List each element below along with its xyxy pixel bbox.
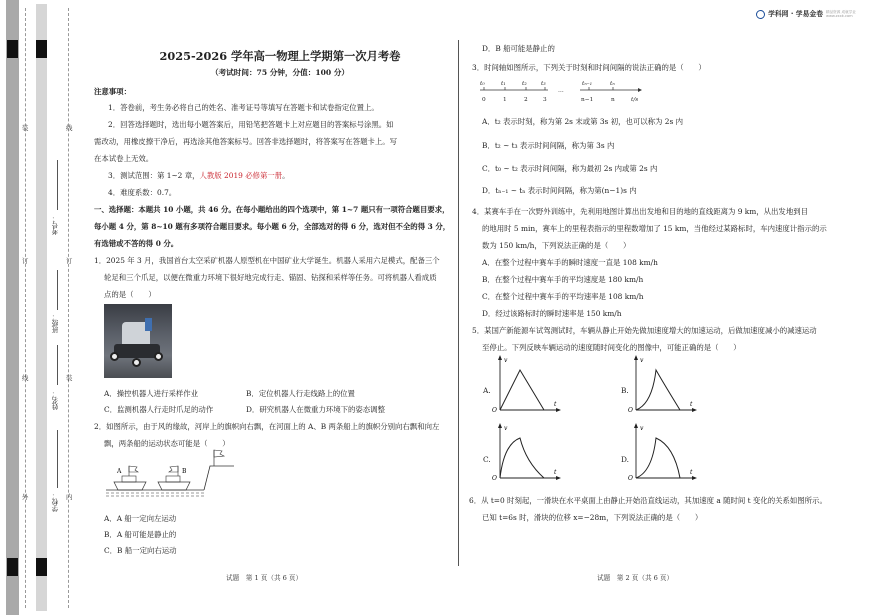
robot-canister [145, 318, 152, 331]
brand-name: 学科网 · 学易金卷 [768, 10, 823, 19]
outer-word: 线 [22, 374, 29, 382]
axis-tn: tₙ [610, 81, 615, 87]
axis-t2: t₂ [522, 81, 527, 87]
q1-stem-line3: 点的是（ ） [104, 290, 156, 299]
q4-stem-line3: 数为 150 km/h，下列说法正确的是（ ） [482, 241, 631, 250]
note-3-prefix: 3．测试范围：第 1~2 章， [108, 171, 200, 180]
q6-stem-line2: 已知 t=6s 时，滑块的位移 x=−28m，下列说法正确的是（ ） [482, 513, 703, 522]
q1-option-d[interactable]: D．研究机器人在微重力环境下的姿态调整 [246, 405, 385, 414]
outer-word: 订 [22, 257, 29, 265]
note-2-line3: 在本试卷上无效。 [94, 154, 154, 163]
boat-a-label: A [117, 468, 122, 475]
robot-wheel [154, 352, 163, 361]
axis-ellipsis: … [558, 88, 564, 94]
q5-graph-d[interactable] [626, 422, 698, 482]
section1-line1: 一、选择题：本题共 10 小题，共 46 分。在每小题给出的四个选项中，第 1~7 题只有一项符合题目要求， [94, 205, 450, 214]
graph-d-v: v [640, 425, 644, 432]
q6-stem-line1: 6．从 t=0 时刻起，一滑块在水平桌面上由静止开始沿直线运动，其加速度 a 随时间 t 变化的关系如图所示。 [469, 496, 827, 505]
robot-wheel [110, 352, 119, 361]
note-2-line1: 2．回答选择题时，选出每小题答案后，用铅笔把答题卡上对应题目的答案标号涂黑。如 [108, 120, 394, 129]
binding-block [7, 558, 18, 576]
name-line[interactable] [57, 345, 58, 385]
q4-option-d[interactable]: D．经过该路标时的瞬时速率是 150 km/h [482, 309, 622, 318]
robot-wheel [132, 358, 141, 367]
inner-word: 订 [66, 257, 73, 265]
axis-n: n [611, 97, 615, 103]
binding-block [36, 558, 47, 576]
name-label: 姓名： [52, 390, 60, 410]
q5-stem-line2: 至停止。下列反映车辆运动的速度随时间变化的图像中，可能正确的是（ ） [482, 343, 741, 352]
q5-option-b[interactable]: B. [621, 386, 629, 395]
column-divider [458, 40, 459, 566]
graph-b-o: O [628, 407, 633, 414]
graph-d-t: t [690, 469, 693, 476]
axis-t1: t₁ [501, 81, 506, 87]
axis-n0: 0 [482, 97, 486, 103]
q2-option-d[interactable]: D．B 船可能是静止的 [482, 44, 555, 53]
section1-line2: 每小题 4 分，第 8~10 题有多项符合题目要求。每小题 6 分，全部选对的得 6 分，选对但不全的得 3 分， [94, 222, 451, 231]
graph-a-t: t [554, 401, 557, 408]
q3-stem: 3．时间轴如图所示，下列关于时刻和时间间隔的说法正确的是（ ） [472, 63, 706, 72]
inner-word: 内 [66, 493, 73, 501]
school-line[interactable] [57, 430, 58, 488]
axis-n3: 3 [543, 97, 547, 103]
q3-option-b[interactable]: B．t₂ ~ t₃ 表示时间间隔，称为第 3s 内 [482, 141, 615, 150]
graph-a-v: v [504, 357, 508, 364]
time-axis-diagram [476, 77, 652, 107]
q1-stem-line1: 1．2025 年 3 月，我国首台太空采矿机器人原型机在中国矿业大学诞生。机器人采用六足模式，配备三个 [94, 256, 440, 265]
note-2-line2: 需改动，用橡皮擦干净后，再选涂其他答案标号。回答非选择题时，将答案写在答题卡上。写 [94, 137, 398, 146]
boat-b-label: B [182, 468, 187, 475]
outer-cut-line [25, 8, 26, 608]
q4-option-a[interactable]: A．在整个过程中赛车手的瞬时速度一直是 108 km/h [482, 258, 658, 267]
boats-diagram [106, 448, 236, 503]
brand-logo [756, 10, 856, 19]
notes-heading: 注意事项： [94, 87, 131, 96]
q1-option-c[interactable]: C．监测机器人行走时爪足的动作 [104, 405, 214, 414]
page-title: 2025-2026 学年高一物理上学期第一次月考卷 [159, 49, 401, 63]
graph-c-t: t [554, 469, 557, 476]
outer-word: 装 [22, 124, 29, 132]
axis-tn-1: tₙ₋₁ [582, 81, 593, 87]
q2-option-c[interactable]: C．B 船一定向右运动 [104, 546, 177, 555]
note-3 [108, 171, 290, 180]
binding-strip-inner [36, 4, 47, 611]
q4-stem-line1: 4．某赛车手在一次野外训练中，先利用地图计算出出发地和目的地的直线距离为 9 km，从出发地到目 [472, 207, 809, 216]
class-line[interactable] [57, 270, 58, 310]
note-3-suffix: 。 [282, 171, 290, 180]
q5-option-d[interactable]: D. [621, 455, 630, 464]
q1-option-a[interactable]: A．操控机器人进行采样作业 [104, 389, 199, 398]
binding-block [36, 40, 47, 58]
brand-logo-icon [756, 10, 765, 19]
graph-c-v: v [504, 425, 508, 432]
graph-d-o: O [628, 475, 633, 482]
graph-b-t: t [690, 401, 693, 408]
outer-word: 外 [22, 493, 29, 501]
q5-graph-b[interactable] [626, 354, 698, 414]
page-subtitle: （考试时间：75 分钟，分值：100 分） [210, 68, 350, 77]
q3-option-c[interactable]: C．t₀ ~ t₂ 表示时间间隔，称为最初 2s 内或第 2s 内 [482, 164, 658, 173]
q4-option-b[interactable]: B．在整个过程中赛车手的平均速度是 180 km/h [482, 275, 644, 284]
graph-b-v: v [640, 357, 644, 364]
class-label: 班级： [52, 313, 60, 333]
inner-word: 线 [66, 124, 73, 132]
axis-unit: t/s [631, 97, 639, 103]
inner-word: 装 [66, 374, 73, 382]
binding-strip-outer [6, 0, 19, 615]
note-1: 1．答卷前，考生务必将自己的姓名、准考证号等填写在答题卡和试卷指定位置上。 [108, 103, 379, 112]
q5-stem-line1: 5．某国产新能源车试驾测试时，车辆从静止开始先做加速度增大的加速运动，后做加速度减小的减速运动 [472, 326, 817, 335]
q2-option-a[interactable]: A．A 船一定向左运动 [104, 514, 177, 523]
footer-page-1: 试题 第 1 页（共 6 页） [226, 574, 303, 582]
q2-stem-line2: 飘，两条船的运动状态可能是（ ） [104, 439, 230, 448]
axis-t0: t₀ [480, 81, 485, 87]
axis-n-minus-1: n−1 [581, 97, 594, 103]
robot-photo [104, 304, 172, 378]
q3-option-a[interactable]: A．t₂ 表示时刻，称为第 2s 末或第 3s 初，也可以称为 2s 内 [482, 117, 684, 126]
axis-n2: 2 [524, 97, 528, 103]
inner-cut-line [68, 8, 69, 608]
q4-stem-line2: 的地用时 5 min，赛车上的里程表指示的里程数增加了 15 km，当他经过某路标时，车内速度计指示的示 [482, 224, 827, 233]
q5-option-c[interactable]: C. [483, 455, 491, 464]
section1-line3: 有选错或不答的得 0 分。 [94, 239, 179, 248]
q2-stem-line1: 2．如图所示，由于风的缘故，河岸上的旗帜向右飘，在河面上的 A、B 两条船上的旗帜分别向右飘和向左 [94, 422, 440, 431]
q5-graph-a[interactable] [490, 354, 562, 414]
q1-option-b[interactable]: B．定位机器人行走线路上的位置 [246, 389, 355, 398]
note-3-scope: 人教版 2019 必修第一册 [199, 171, 283, 180]
note-4: 4．难度系数：0.7。 [108, 188, 177, 197]
q4-option-c[interactable]: C．在整个过程中赛车手的平均速率是 108 km/h [482, 292, 644, 301]
axis-t3: t₃ [541, 81, 546, 87]
q3-option-d[interactable]: D．tₙ₋₁ ~ tₙ 表示时间间隔，称为第(n−1)s 内 [482, 186, 637, 195]
exam-number-label: 考号： [52, 215, 60, 235]
q1-stem-line2: 轮足和三个爪足，以便在微重力环境下很好地完成行走、锚固、钻探和采样等任务。可将机器人看成质 [104, 273, 437, 282]
binding-block [7, 40, 18, 58]
q5-option-a[interactable]: A. [483, 386, 491, 395]
brand-tagline: 精品资源 成就学业 www.zxxk.com [826, 9, 856, 18]
footer-page-2: 试题 第 2 页（共 6 页） [597, 574, 674, 582]
q5-graph-c[interactable] [490, 422, 562, 482]
school-label: 学校： [52, 492, 60, 512]
graph-c-o: O [492, 475, 497, 482]
axis-n1: 1 [503, 97, 507, 103]
graph-a-o: O [492, 407, 497, 414]
exam-number-line[interactable] [57, 160, 58, 210]
q2-option-b[interactable]: B．A 船可能是静止的 [104, 530, 177, 539]
